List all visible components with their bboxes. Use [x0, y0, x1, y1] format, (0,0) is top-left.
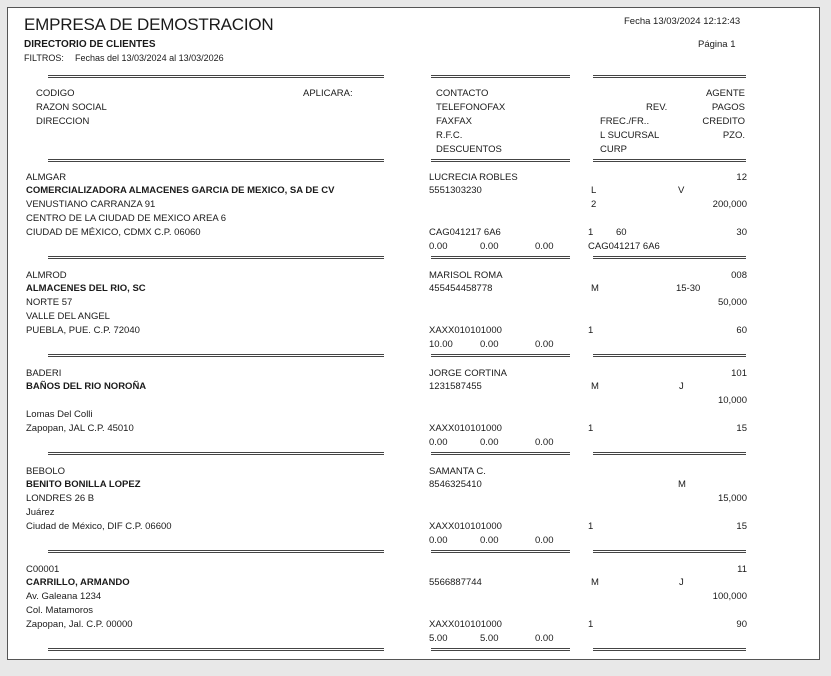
client-phone: 1231587455 [429, 381, 482, 392]
separator-line [431, 550, 570, 553]
client-phone: 455454458778 [429, 283, 493, 294]
separator-line [48, 550, 384, 553]
page-number: Página 1 [698, 39, 736, 50]
separator-line [431, 75, 570, 78]
client-discount-2: 0.00 [480, 535, 499, 546]
client-pzo: 60 [736, 325, 747, 336]
client-pzo: 15 [736, 423, 747, 434]
header-rfc: R.F.C. [436, 130, 463, 141]
client-discount-2: 0.00 [480, 437, 499, 448]
client-phone: 8546325410 [429, 479, 482, 490]
client-rfc: XAXX010101000 [429, 325, 502, 336]
client-code: ALMGAR [26, 172, 67, 183]
client-code: BADERI [26, 368, 62, 379]
client-curp: CAG041217 6A6 [588, 241, 660, 252]
client-rev: M [591, 283, 599, 294]
client-l: 1 [588, 619, 594, 630]
filters-label: FILTROS: [24, 53, 64, 63]
separator-line [593, 452, 746, 455]
separator-line [48, 75, 384, 78]
client-rfc: XAXX010101000 [429, 619, 502, 630]
client-l: 1 [588, 423, 594, 434]
separator-line [431, 159, 570, 162]
report-title: DIRECTORIO DE CLIENTES [24, 39, 156, 50]
client-rev: M [591, 381, 599, 392]
client-address-line2: Col. Matamoros [26, 605, 94, 616]
client-discount-2: 0.00 [480, 339, 499, 350]
client-address-line1: NORTE 57 [26, 297, 73, 308]
client-pagos: M [678, 479, 686, 490]
separator-line [48, 256, 384, 259]
client-pagos: 15-30 [676, 283, 701, 294]
client-agent: 12 [736, 172, 747, 183]
header-descuentos: DESCUENTOS [436, 144, 502, 155]
client-code: ALMROD [26, 270, 67, 281]
client-pagos: J [679, 381, 684, 392]
client-frec: 2 [591, 199, 597, 210]
header-rev: REV. [646, 102, 668, 113]
client-phone: 5566887744 [429, 577, 482, 588]
separator-line [48, 648, 384, 651]
header-direccion: DIRECCION [36, 116, 90, 127]
client-city: Zapopan, Jal. C.P. 00000 [26, 619, 133, 630]
client-city: Zapopan, JAL C.P. 45010 [26, 423, 134, 434]
client-pagos: J [679, 577, 684, 588]
separator-line [593, 159, 746, 162]
client-discount-3: 0.00 [535, 437, 554, 448]
header-codigo: CODIGO [36, 88, 75, 99]
client-city: CIUDAD DE MÉXICO, CDMX C.P. 06060 [26, 227, 201, 238]
header-l-sucursal: L SUCURSAL [600, 130, 660, 141]
client-pzo: 15 [736, 521, 747, 532]
header-faxfax: FAXFAX [436, 116, 472, 127]
client-discount-1: 5.00 [429, 633, 448, 644]
separator-line [593, 354, 746, 357]
client-l: 1 [588, 227, 594, 238]
client-l: 1 [588, 325, 594, 336]
header-aplicara: APLICARA: [303, 88, 353, 99]
client-name: ALMACENES DEL RIO, SC [26, 283, 146, 294]
client-agent: 11 [737, 564, 747, 575]
filters-value: Fechas del 13/03/2024 al 13/03/2026 [75, 53, 224, 63]
separator-line [431, 452, 570, 455]
header-agente: AGENTE [705, 88, 745, 99]
client-address-line2: Juárez [26, 507, 55, 518]
client-name: BAÑOS DEL RIO NOROÑA [26, 381, 147, 392]
client-name: CARRILLO, ARMANDO [26, 577, 130, 588]
client-pagos: V [678, 185, 685, 196]
client-discount-3: 0.00 [535, 633, 554, 644]
header-curp: CURP [600, 144, 627, 155]
client-city: Ciudad de México, DIF C.P. 06600 [26, 521, 172, 532]
separator-line [431, 354, 570, 357]
client-credit: 200,000 [712, 199, 747, 210]
client-discount-2: 0.00 [480, 241, 499, 252]
header-telefonofax: TELEFONOFAX [436, 102, 506, 113]
client-record [8, 564, 820, 660]
client-rev: L [591, 185, 597, 196]
header-razon-social: RAZON SOCIAL [36, 102, 107, 113]
separator-line [593, 256, 746, 259]
client-city: PUEBLA, PUE. C.P. 72040 [26, 325, 140, 336]
client-discount-1: 10.00 [429, 339, 453, 350]
header-contacto: CONTACTO [436, 88, 489, 99]
client-phone: 5551303230 [429, 185, 482, 196]
separator-line [593, 75, 746, 78]
client-record [8, 270, 820, 368]
client-address-line1: VENUSTIANO CARRANZA 91 [26, 199, 156, 210]
client-contact: MARISOL ROMA [429, 270, 503, 281]
client-address-line2: CENTRO DE LA CIUDAD DE MEXICO AREA 6 [26, 213, 227, 224]
client-rfc: XAXX010101000 [429, 521, 502, 532]
client-pzo: 90 [736, 619, 747, 630]
separator-line [593, 648, 746, 651]
client-contact: SAMANTA C. [429, 466, 486, 477]
report-date: Fecha 13/03/2024 12:12:43 [624, 16, 741, 27]
client-discount-1: 0.00 [429, 241, 448, 252]
separator-line [431, 648, 570, 651]
client-address-line1: LONDRES 26 B [26, 493, 95, 504]
client-discount-1: 0.00 [429, 437, 448, 448]
client-name: COMERCIALIZADORA ALMACENES GARCIA DE MEXICO, SA DE CV [26, 185, 335, 196]
client-pzo: 30 [736, 227, 747, 238]
client-discount-1: 0.00 [429, 535, 448, 546]
client-credit: 100,000 [712, 591, 747, 602]
client-discount-3: 0.00 [535, 241, 554, 252]
client-address-line2: Lomas Del Colli [26, 409, 93, 420]
header-pagos: PAGOS [711, 102, 745, 113]
client-rfc: XAXX010101000 [429, 423, 502, 434]
client-discount-3: 0.00 [535, 339, 554, 350]
client-rev: M [591, 577, 599, 588]
separator-line [593, 550, 746, 553]
client-credit: 15,000 [717, 493, 747, 504]
client-credit: 10,000 [717, 395, 747, 406]
client-discount-2: 5.00 [480, 633, 499, 644]
client-name: BENITO BONILLA LOPEZ [26, 479, 141, 490]
client-rfc: CAG041217 6A6 [429, 227, 501, 238]
client-credit: 50,000 [717, 297, 747, 308]
client-sucursal: 60 [616, 227, 627, 238]
header-pzo: PZO. [722, 130, 745, 141]
client-address-line2: VALLE DEL ANGEL [26, 311, 110, 322]
header-credito: CREDITO [702, 116, 745, 127]
client-address-line1: Av. Galeana 1234 [26, 591, 102, 602]
client-record [8, 368, 820, 466]
header-frec: FREC./FR.. [600, 116, 650, 127]
client-agent: 101 [731, 368, 747, 379]
client-code: C00001 [26, 564, 60, 575]
report-page [7, 7, 820, 660]
client-discount-3: 0.00 [535, 535, 554, 546]
client-contact: LUCRECIA ROBLES [429, 172, 518, 183]
company-name: EMPRESA DE DEMOSTRACION [24, 15, 274, 34]
client-record [8, 466, 820, 564]
separator-line [48, 159, 384, 162]
client-contact: JORGE CORTINA [429, 368, 507, 379]
client-record [8, 172, 820, 270]
separator-line [48, 452, 384, 455]
client-code: BEBOLO [26, 466, 66, 477]
client-l: 1 [588, 521, 594, 532]
separator-line [431, 256, 570, 259]
separator-line [48, 354, 384, 357]
client-agent: 008 [731, 270, 747, 281]
